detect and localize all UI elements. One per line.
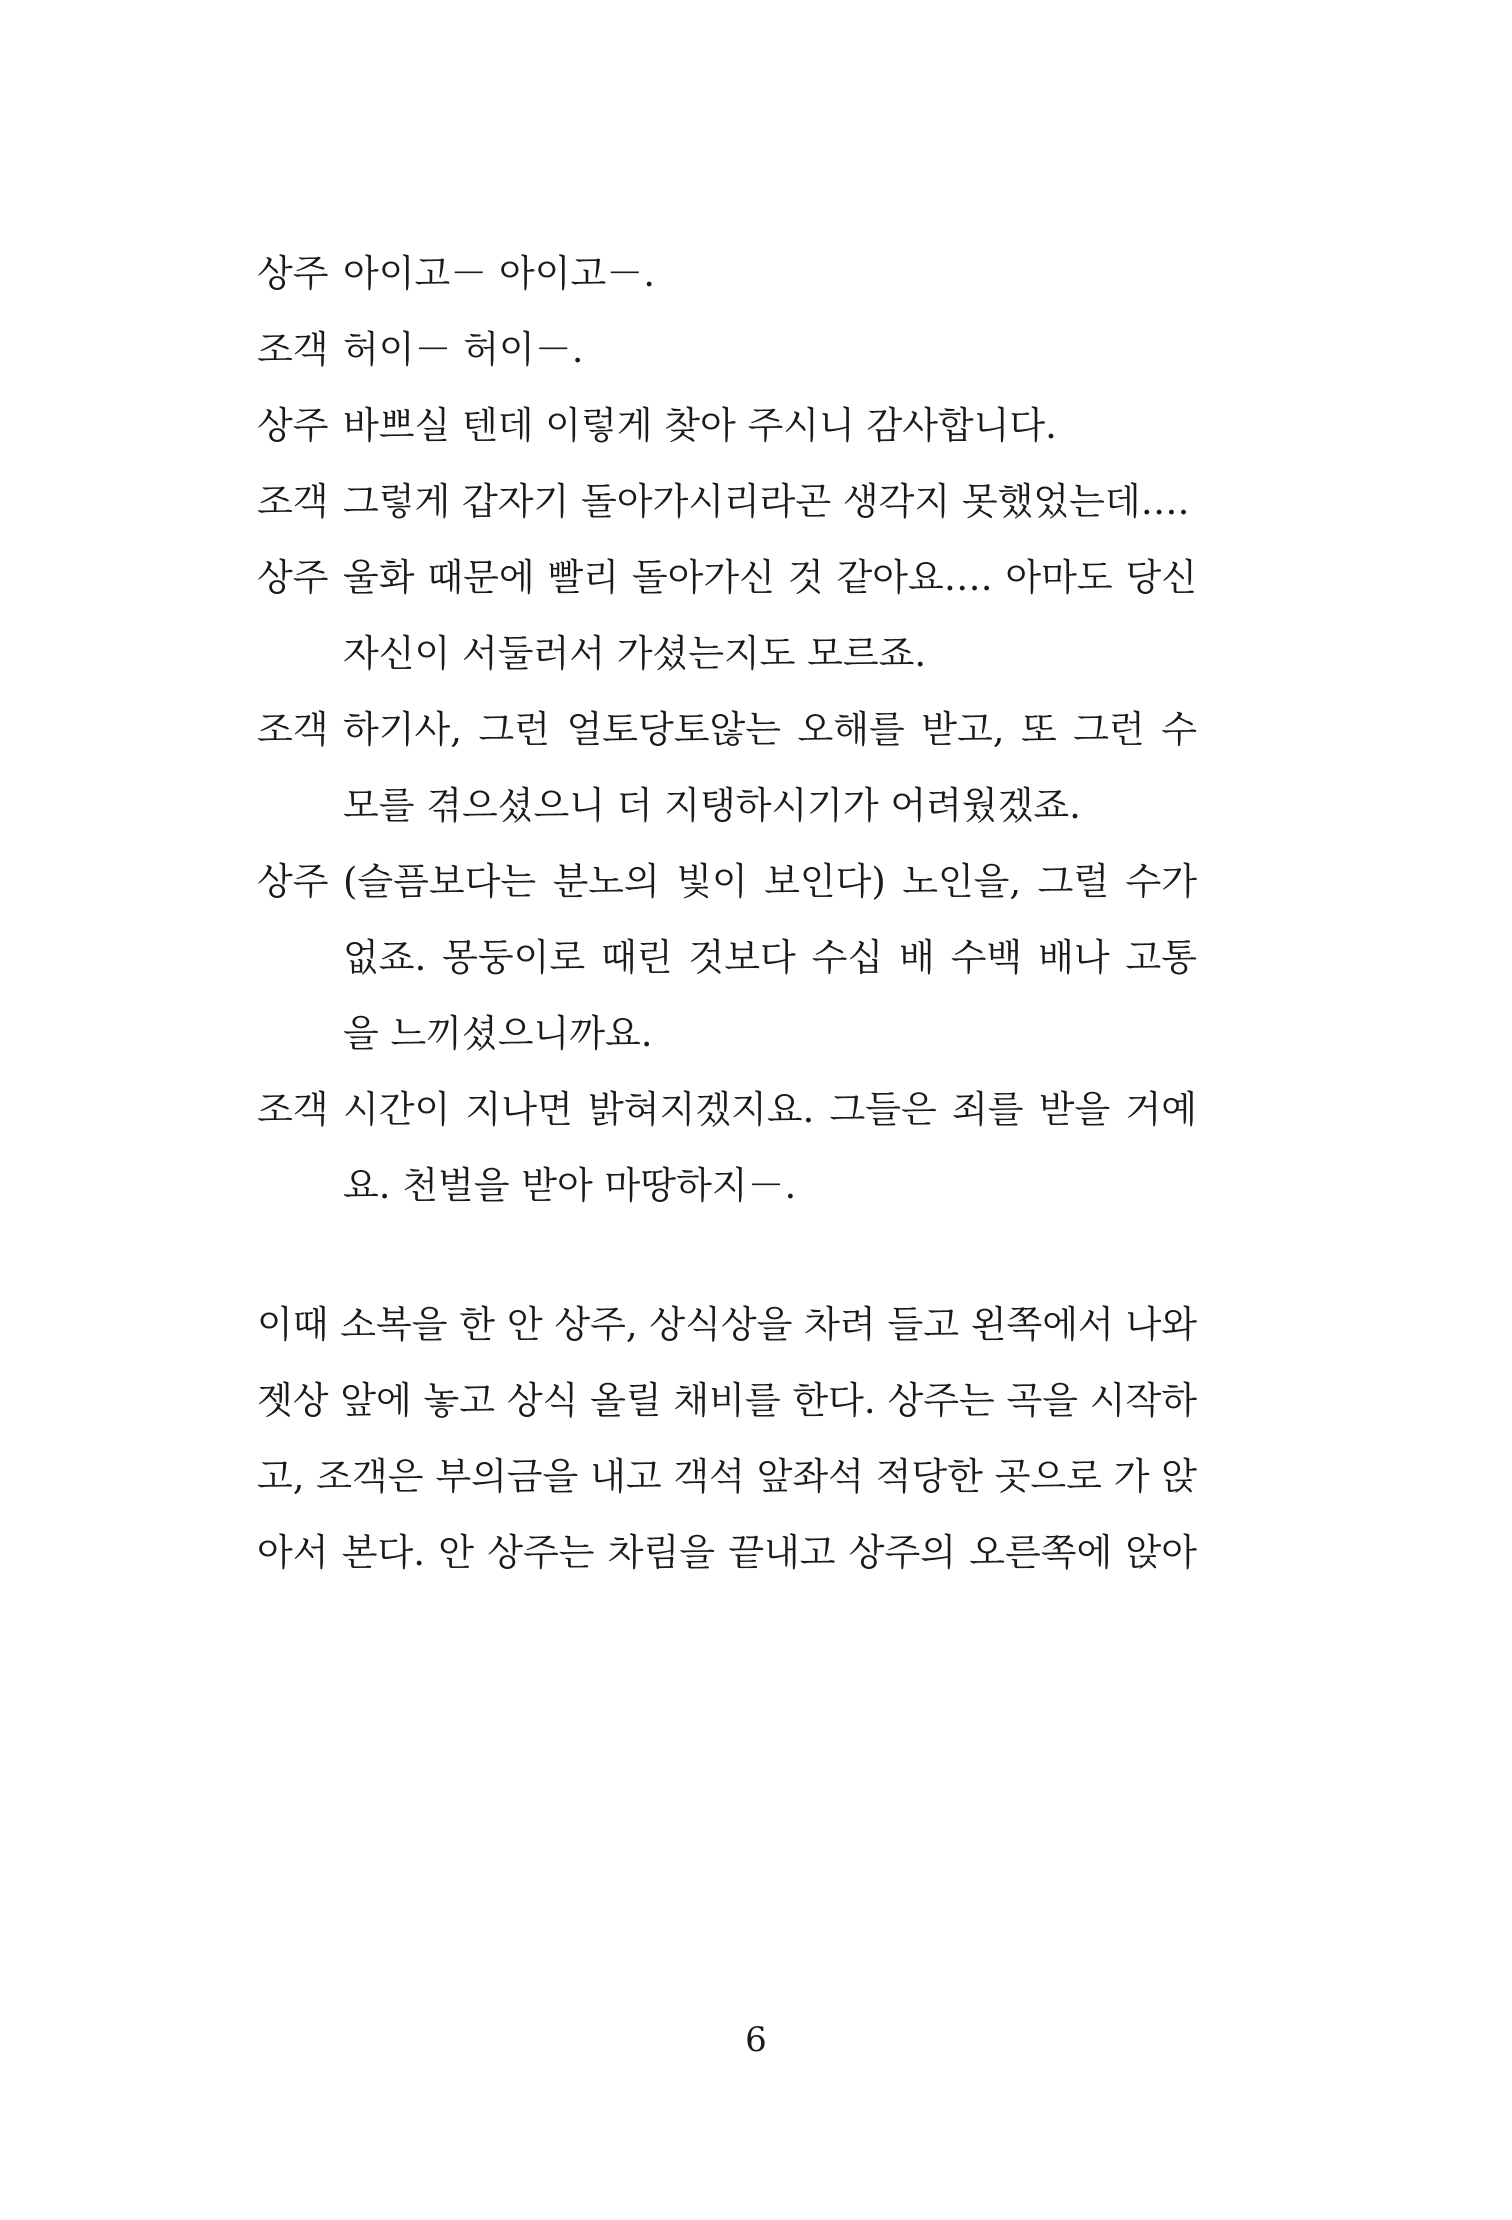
dialogue-line — [257, 464, 1197, 540]
dialogue-line — [257, 388, 1197, 464]
speech-text: 허이－ 허이－. — [343, 328, 584, 371]
stage-direction-line: 아서 본다. 안 상주는 차림을 끝내고 상주의 오른쪽에 앉아 — [257, 1531, 1197, 1574]
speaker-label: 상주 — [257, 860, 329, 903]
stage-direction — [257, 1287, 1197, 1591]
stage-direction-line: 고, 조객은 부의금을 내고 객석 앞좌석 적당한 곳으로 가 앉 — [257, 1455, 1197, 1498]
speech-text: 아이고－ 아이고－. — [343, 252, 655, 295]
speaker-label: 상주 — [257, 252, 329, 295]
dialogue-line — [257, 692, 1197, 844]
speaker-label: 상주 — [257, 556, 329, 599]
speech-text: 그렇게 갑자기 돌아가시리라곤 생각지 못했었는데…. — [343, 480, 1190, 523]
dialogue-block — [257, 236, 1197, 1224]
speech-text: (슬픔보다는 분노의 빛이 보인다) 노인을, 그럴 수가 없죠. 몽둥이로 때린 것보다 수십 배 수백 배나 고통을 느끼셨으니까요. — [343, 860, 1197, 1055]
stage-direction-line: 이때 소복을 한 안 상주, 상식상을 차려 들고 왼쪽에서 나와 — [257, 1303, 1197, 1346]
dialogue-line — [257, 540, 1197, 692]
speech-text: 바쁘실 텐데 이렇게 찾아 주시니 감사합니다. — [343, 404, 1057, 447]
speech-text: 하기사, 그런 얼토당토않는 오해를 받고, 또 그런 수모를 겪으셨으니 더 지탱하시기가 어려웠겠죠. — [343, 708, 1197, 827]
dialogue-line — [257, 1072, 1197, 1224]
page-number: 6 — [745, 2020, 767, 2060]
speaker-label: 상주 — [257, 404, 329, 447]
speaker-label: 조객 — [257, 1088, 329, 1131]
dialogue-line — [257, 236, 1197, 312]
dialogue-line — [257, 312, 1197, 388]
speech-text: 울화 때문에 빨리 돌아가신 것 같아요…. 아마도 당신 자신이 서둘러서 가셨는지도 모르죠. — [343, 556, 1197, 675]
speaker-label: 조객 — [257, 328, 329, 371]
speaker-label: 조객 — [257, 480, 329, 523]
stage-direction-line: 젯상 앞에 놓고 상식 올릴 채비를 한다. 상주는 곡을 시작하 — [257, 1379, 1197, 1422]
speech-text: 시간이 지나면 밝혀지겠지요. 그들은 죄를 받을 거예요. 천벌을 받아 마땅하지－. — [343, 1088, 1197, 1207]
dialogue-line — [257, 844, 1197, 1072]
speaker-label: 조객 — [257, 708, 329, 751]
